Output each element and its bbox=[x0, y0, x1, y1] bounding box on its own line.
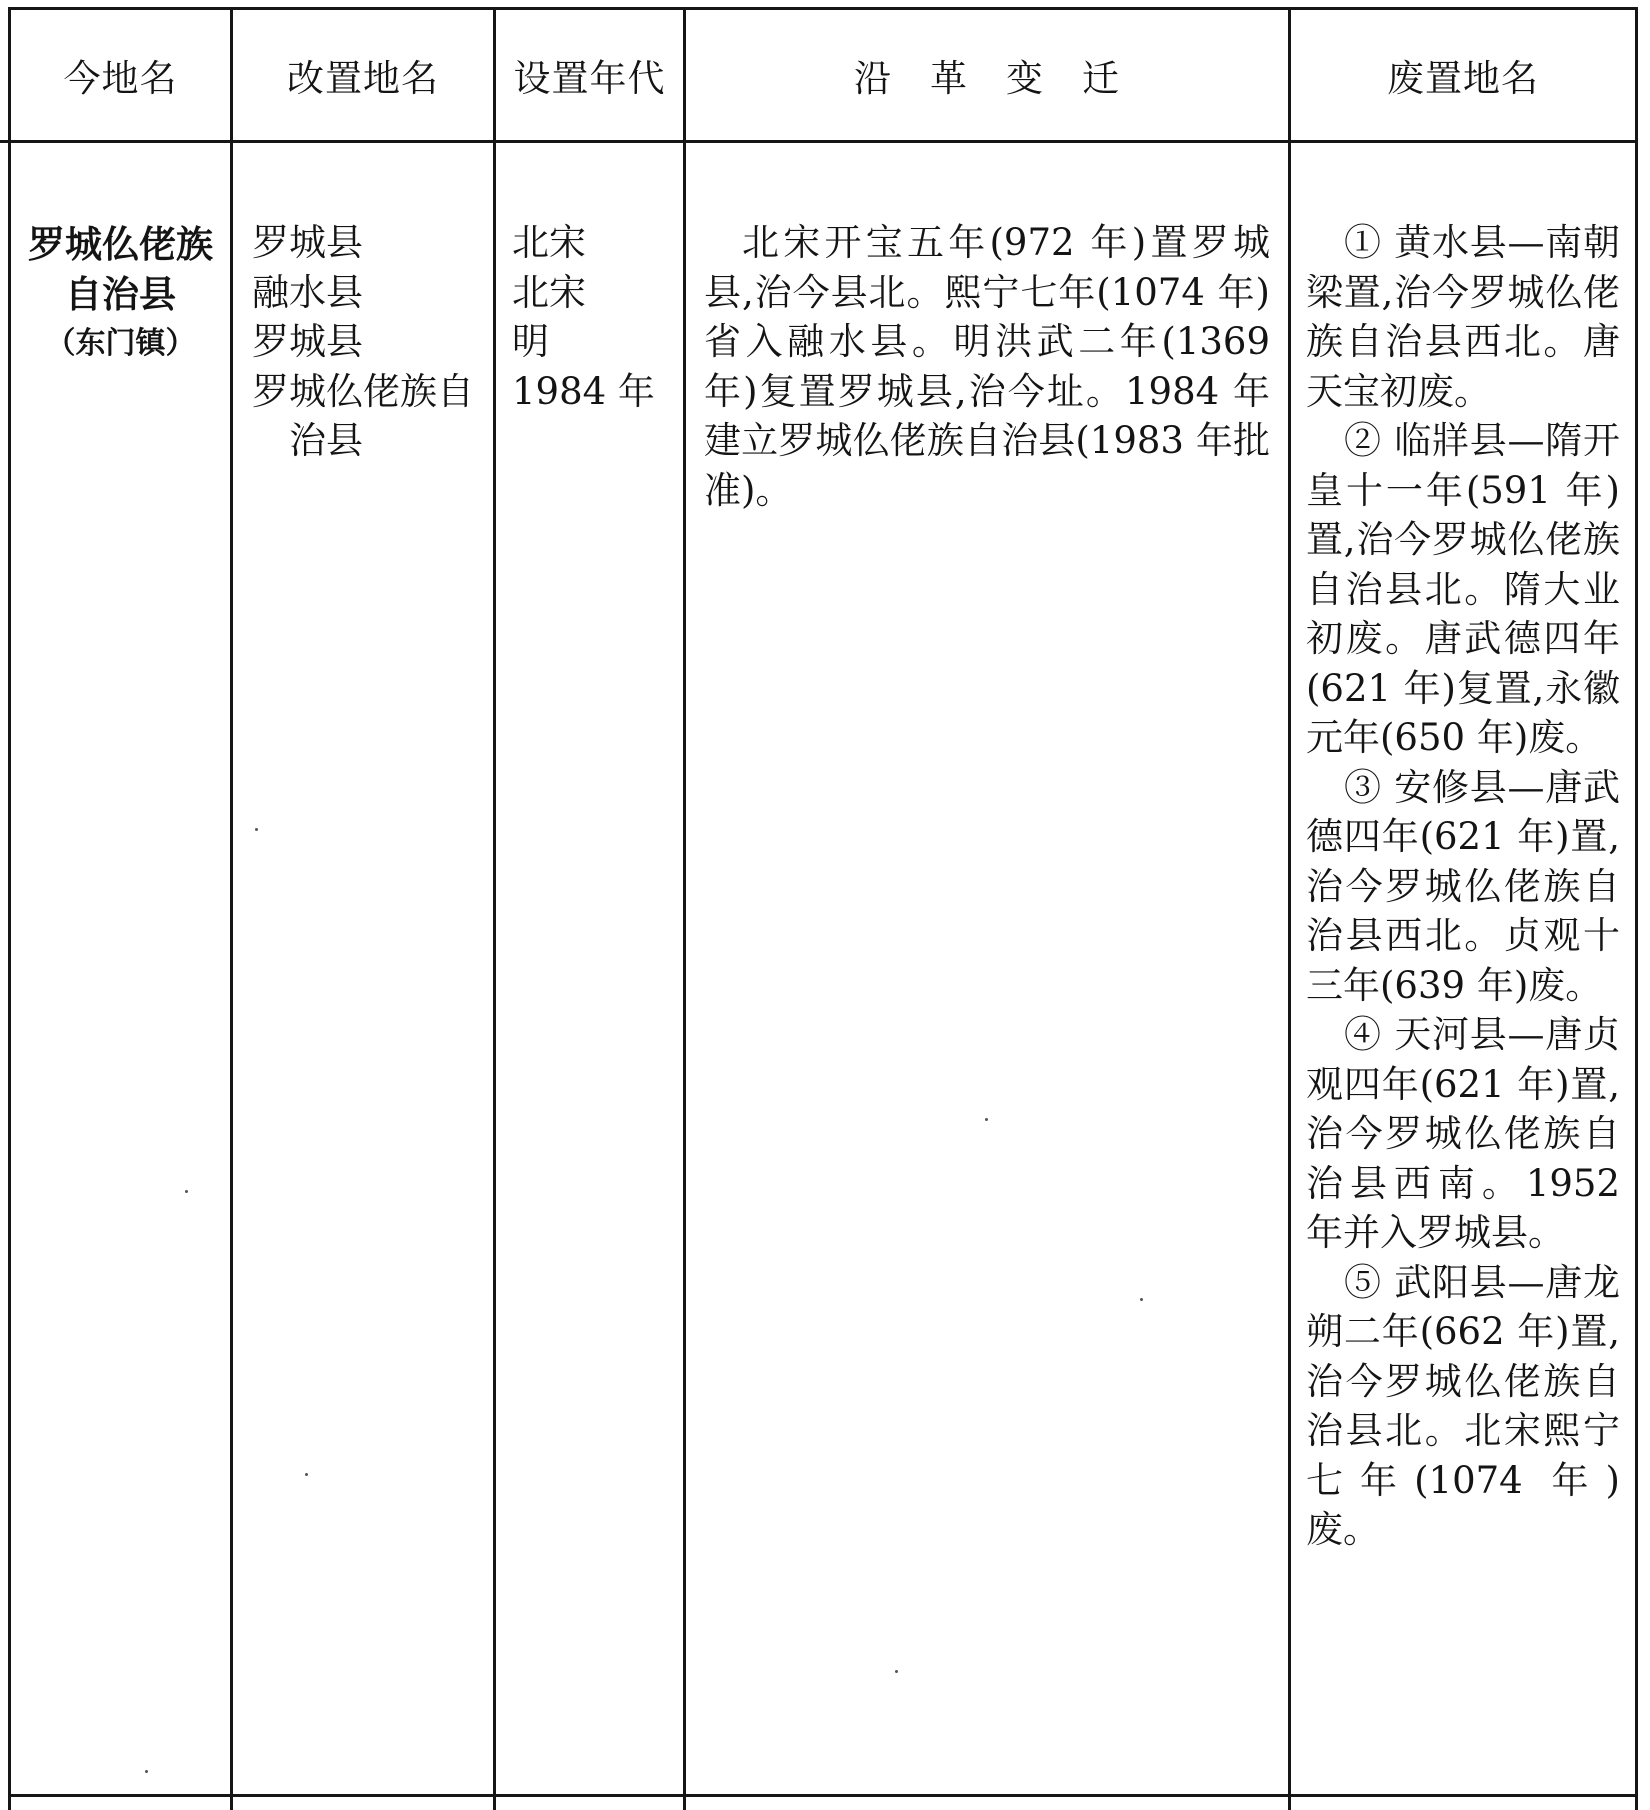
current-name-line-2: 自治县 bbox=[65, 271, 176, 316]
scan-speck bbox=[145, 1770, 148, 1773]
history-text: 北宋开宝五年(972 年)置罗城县,治今县北。熙宁七年(1074 年)省入融水县。明洪武二年(1369 年)复置罗城县,治今址。1984 年建立罗城仫佬族自治县(1983 年批准)。 bbox=[704, 221, 1270, 512]
current-name-line-3: （东门镇） bbox=[45, 326, 196, 361]
scan-speck bbox=[185, 1190, 188, 1193]
scan-speck bbox=[985, 1118, 988, 1121]
renamed-name-item: 治县 bbox=[252, 419, 363, 462]
abolished-entry: ① 黄水县—南朝梁置,治今罗城仫佬族自治县西北。唐天宝初废。 bbox=[1306, 221, 1620, 413]
abolished-entry: ⑤ 武阳县—唐龙朔二年(662 年)置,治今罗城仫佬族自治县北。北宋熙宁七年(1074 年)废。 bbox=[1306, 1260, 1620, 1551]
scan-speck bbox=[1140, 1298, 1143, 1301]
eras-cell bbox=[512, 218, 680, 416]
era-item: 1984 年 bbox=[512, 369, 655, 413]
renamed-names-cell bbox=[252, 218, 488, 466]
history-cell bbox=[704, 218, 1270, 515]
era-item: 明 bbox=[512, 320, 549, 363]
header-abolished-name: 废置地名 bbox=[1387, 57, 1539, 100]
header-divider bbox=[0, 140, 1638, 143]
scan-speck bbox=[305, 1473, 308, 1476]
abolished-names-cell bbox=[1306, 218, 1620, 1555]
header-current-name: 今地名 bbox=[63, 57, 178, 100]
header-renamed-name: 改置地名 bbox=[287, 57, 439, 100]
era-item: 北宋 bbox=[512, 221, 586, 264]
current-name-cell bbox=[11, 220, 230, 369]
renamed-name-item: 罗城县 bbox=[252, 320, 363, 363]
renamed-name-item: 融水县 bbox=[252, 270, 363, 314]
era-item: 北宋 bbox=[512, 270, 586, 314]
abolished-entry: ④ 天河县—唐贞观四年(621 年)置,治今罗城仫佬族自治县西南。1952 年并入罗城县。 bbox=[1306, 1013, 1620, 1254]
current-name-line-1: 罗城仫佬族 bbox=[28, 222, 213, 266]
abolished-entry: ③ 安修县—唐武德四年(621 年)置,治今罗城仫佬族自治县西北。贞观十三年(639 年)废。 bbox=[1306, 765, 1620, 1007]
row-bottom-border bbox=[8, 1794, 1638, 1797]
renamed-name-item: 罗城仫佬族自 bbox=[252, 369, 474, 413]
scan-speck bbox=[895, 1670, 898, 1673]
header-established-era: 设置年代 bbox=[513, 57, 666, 100]
scan-speck bbox=[255, 828, 258, 831]
column-divider-1 bbox=[230, 8, 233, 1810]
abolished-entry: ② 临牂县—隋开皇十一年(591 年)置,治今罗城仫佬族自治县北。隋大业初废。唐武德四年(621 年)复置,永徽元年(650 年)废。 bbox=[1306, 419, 1620, 759]
column-divider-4 bbox=[1288, 8, 1291, 1810]
header-history: 沿 革 变 迁 bbox=[854, 57, 1120, 100]
renamed-name-item: 罗城县 bbox=[252, 221, 363, 264]
column-divider-2 bbox=[493, 8, 496, 1810]
column-divider-3 bbox=[683, 8, 686, 1810]
right-border bbox=[1635, 8, 1638, 1810]
